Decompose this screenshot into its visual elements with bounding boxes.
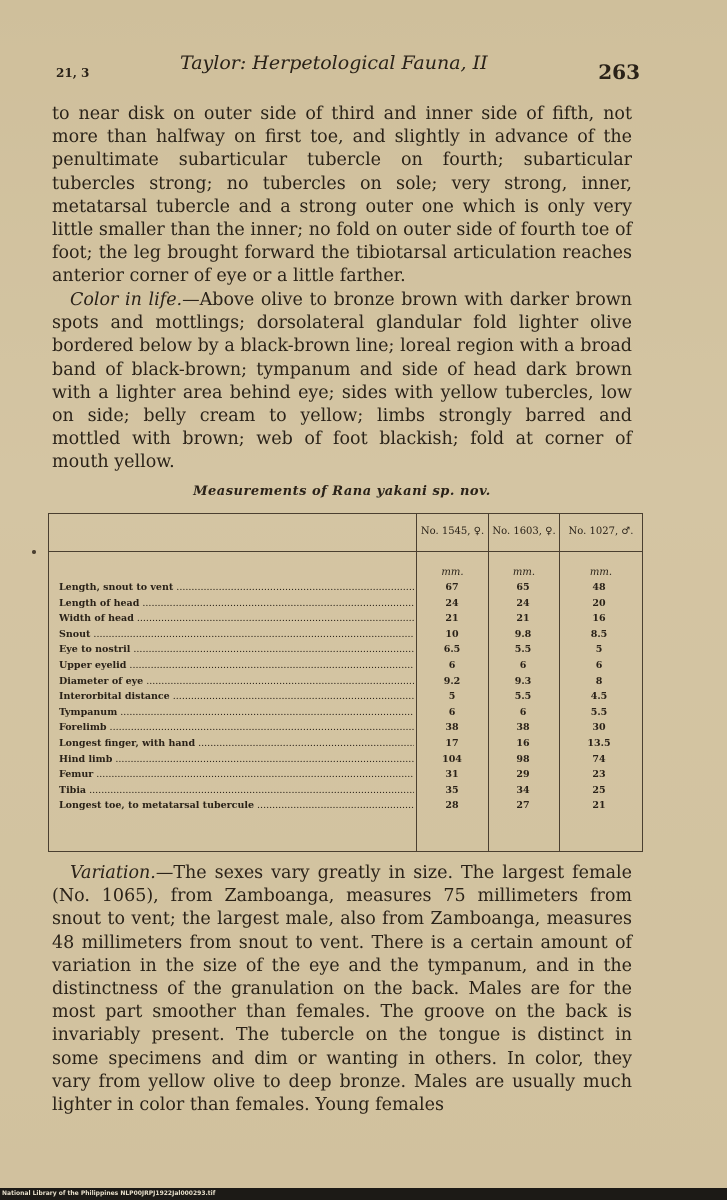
cell-value: 74 [592,753,606,765]
cell-value: 16 [516,738,530,749]
row-label: Femur ..... [59,769,414,780]
table-row [49,722,642,737]
table-row [49,613,642,628]
cell-value: 5 [595,644,603,656]
row-label: Length of head ..... [59,598,414,609]
cell-value: 21 [592,800,606,812]
table-row [49,785,642,800]
cell-value: 6 [448,706,456,718]
table-row [49,644,642,659]
cell-value: 8.5 [590,628,608,640]
cell-value: 28 [445,800,459,812]
cell-value: 5.5 [514,644,532,656]
paragraph-color [52,289,632,475]
row-label: Upper eyelid ..... [59,660,414,671]
row-label: Snout ..... [59,629,414,640]
cell-value: 9.8 [514,628,532,640]
cell-value: 4.5 [590,691,608,703]
table-row [49,754,642,769]
cell-value: 6 [519,706,527,718]
cell-value: 24 [445,597,459,609]
cell-value: 23 [592,769,606,781]
row-label: Tibia ..... [59,785,414,796]
row-label: Eye to nostril ..... [59,644,414,655]
cell-value: 67 [445,582,459,593]
running-title: Taylor: Herpetological Fauna, II [180,52,488,74]
unit-label: mm. [589,567,613,578]
cell-value: 9.2 [443,675,461,687]
paragraph-variation [52,862,632,1117]
row-label: Longest toe, to metatarsal tubercule ..... [59,800,414,811]
margin-mark [32,550,36,554]
cell-value: 5.5 [514,691,532,703]
table-row [49,691,642,706]
row-label: Interorbital distance ..... [59,691,414,702]
measurements-table [48,513,643,852]
variation-text: —The sexes vary greatly in size. The largest female (No. 1065), from Zamboanga, measures 75 millimeters from snout to vent; the largest male, also from Zamboanga, measures 48 millimeters from snout to vent. There is a certain amount of variation in the size of the eye and the tympanum, and in the distinctness of the granulation on the back. Males are for the most part smoother than females. The groove on the back is invariably present. The tubercle on the tongue is distinct in some specimens and dim or wanting in others. In color, they vary from yellow olive to deep bronze. Males are usually much lighter in color than females. Young females [52,863,632,1116]
cell-value: 98 [516,753,530,765]
table-row [49,769,642,784]
cell-value: 48 [592,582,606,593]
cell-value: 30 [592,722,606,734]
scan-footer: National Library of the Philippines NLP00JRPJ1922Jal000293.tif [0,1188,727,1200]
cell-value: 104 [442,753,462,765]
row-label: Longest finger, with hand ..... [59,738,414,749]
table-row [49,598,642,613]
cell-value: 17 [445,738,459,749]
table-row [49,800,642,815]
cell-value: 6 [595,660,603,671]
page-number: 263 [598,60,640,84]
variation-heading: Variation. [70,863,156,883]
cell-value: 27 [516,800,530,812]
table-row [49,660,642,675]
cell-value: 8 [595,675,603,687]
unit-label: mm. [441,567,464,578]
volume-number: 21, 3 [56,66,90,80]
table-caption: Measurements of Rana yakani sp. nov. [193,484,491,499]
table-header-rule [49,551,642,552]
cell-value: 9.3 [514,675,532,687]
table-row [49,582,642,597]
cell-value: 38 [516,722,530,734]
cell-value: 24 [516,597,530,609]
color-text: —Above olive to bronze brown with darker brown spots and mottlings; dorsolateral glandular fold lighter olive bordered below by a black-brown line; loreal region with a broad band of black-brown; tympanum and side of head dark brown with a lighter area behind eye; sides with yellow tubercles, low on side; belly cream to yellow; limbs strongly barred and mottled with brown; web of foot blackish; fold at corner of mouth yellow. [52,290,632,473]
unit-label: mm. [512,567,536,578]
column-header: No. 1603, ♀. [492,526,556,537]
page-header [56,52,640,88]
cell-value: 6 [519,660,527,671]
table-row [49,676,642,691]
table-row [49,707,642,722]
cell-value: 34 [516,784,530,796]
table-row [49,738,642,753]
cell-value: 21 [516,613,530,625]
cell-value: 13.5 [587,738,611,749]
row-label: Diameter of eye ..... [59,676,414,687]
table-row [49,629,642,644]
column-header: No. 1545, ♀. [420,526,485,537]
cell-value: 31 [445,769,459,781]
row-label: Length, snout to vent ..... [59,582,414,593]
cell-value: 25 [592,784,606,796]
cell-value: 29 [516,769,530,781]
column-header: No. 1027, ♂. [568,526,634,537]
cell-value: 5.5 [590,706,608,718]
row-label: Width of head ..... [59,613,414,624]
row-label: Forelimb ..... [59,722,414,733]
cell-value: 10 [445,628,459,640]
row-label: Tympanum ..... [59,707,414,718]
cell-value: 6.5 [443,644,461,656]
cell-value: 16 [592,613,606,625]
cell-value: 5 [448,691,456,703]
row-label: Hind limb ..... [59,754,414,765]
cell-value: 38 [445,722,459,734]
cell-value: 65 [516,582,530,593]
color-heading: Color in life. [70,290,183,310]
cell-value: 20 [592,597,606,609]
cell-value: 6 [448,660,456,671]
paragraph-toes: to near disk on outer side of third and inner side of fifth, not more than halfway on first toe, and slightly in advance of the penultimate subarticular tubercle on fourth; subarticular tubercles strong; no tubercles on sole; very strong, inner, metatarsal tubercle and a strong outer one which is only very little smaller than the inner; no fold on outer side of fourth toe of foot; the leg brought forward the tibiotarsal articulation reaches anterior corner of eye or a little farther. [52,104,632,287]
cell-value: 21 [445,613,459,625]
cell-value: 35 [445,784,459,796]
